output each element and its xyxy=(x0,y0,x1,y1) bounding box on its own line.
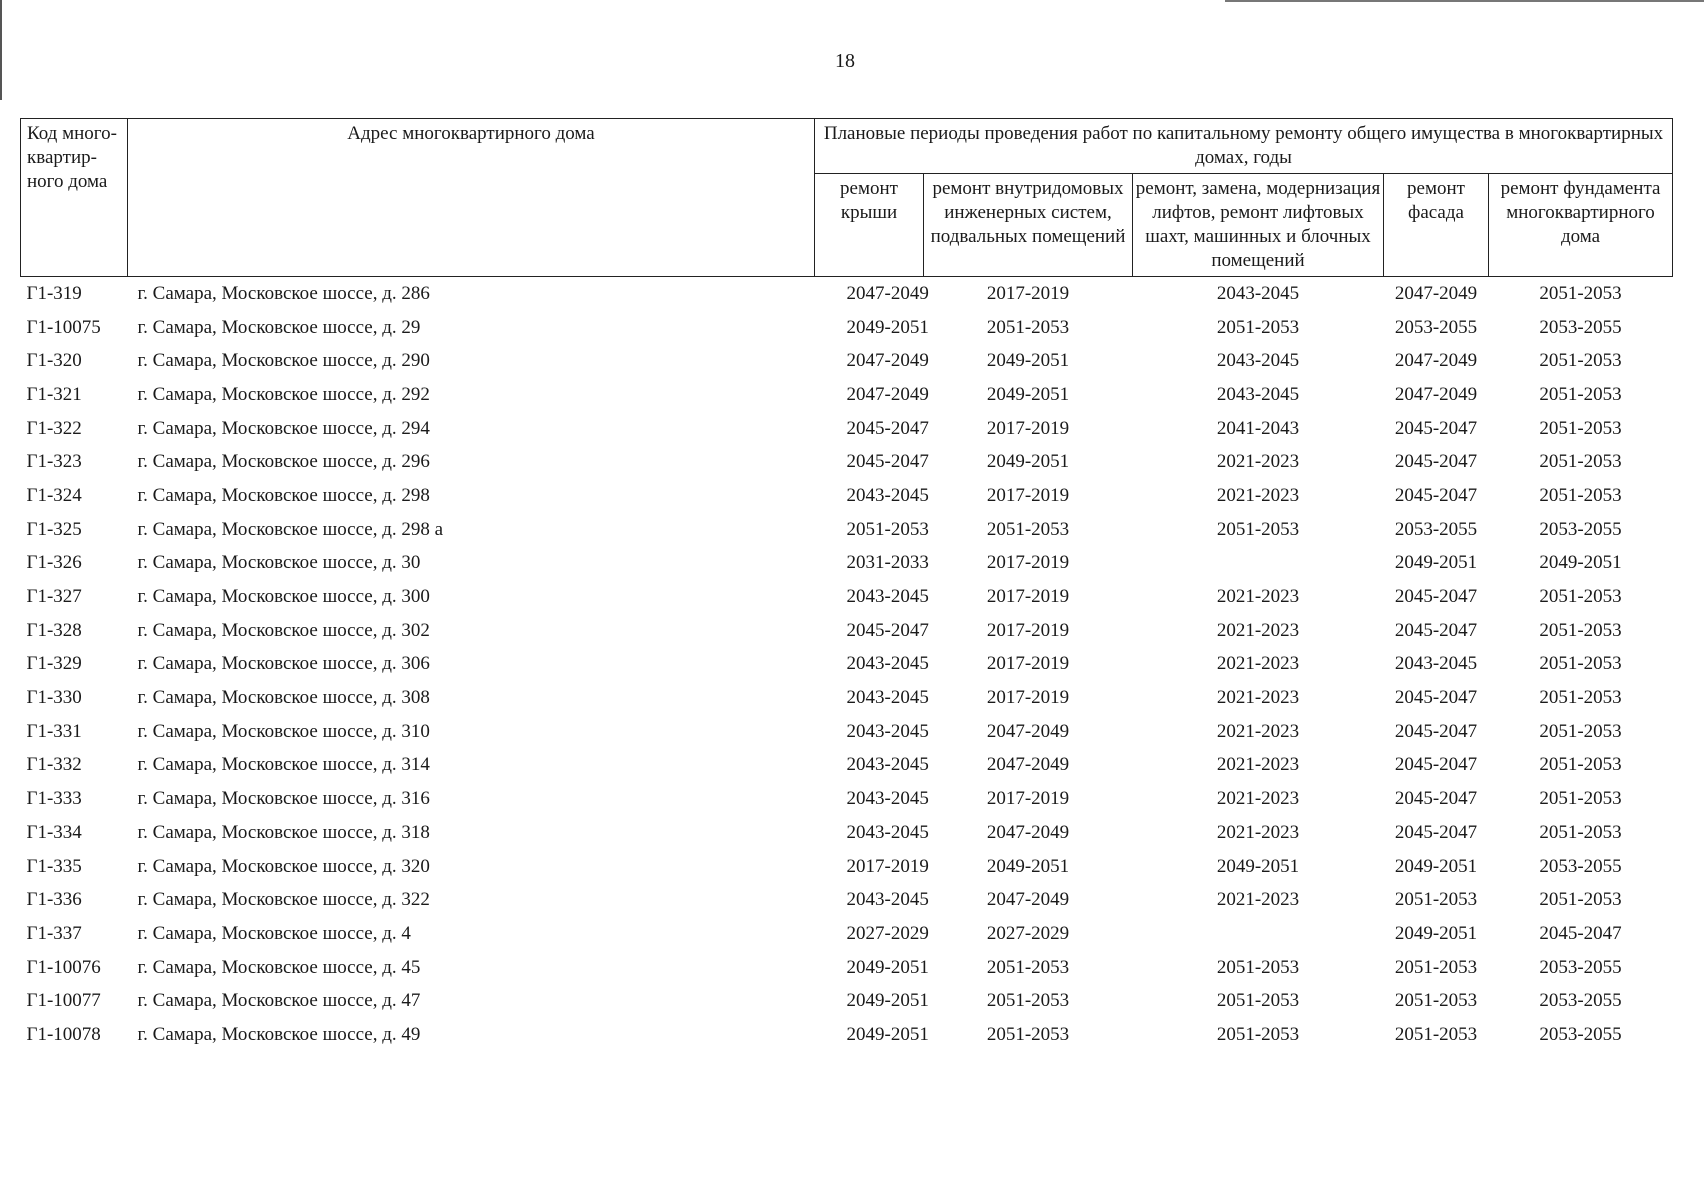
cell-foundation: 2051-2053 xyxy=(1539,383,1622,405)
cell-code: Г1-336 xyxy=(26,889,82,911)
cell-facade: 2045-2047 xyxy=(1394,720,1478,742)
cell-roof: 2047-2049 xyxy=(846,350,929,372)
table-body xyxy=(21,277,1673,1052)
cell-elevators: 2051-2053 xyxy=(1216,990,1300,1012)
cell-roof: 2047-2049 xyxy=(846,282,929,304)
cell-facade: 2045-2047 xyxy=(1394,687,1478,709)
cell-foundation: 2051-2053 xyxy=(1539,821,1622,843)
table-row xyxy=(21,479,1673,513)
cell-engineering: 2047-2049 xyxy=(986,754,1070,776)
table-header xyxy=(21,119,1673,277)
cell-elevators: 2021-2023 xyxy=(1216,451,1300,473)
cell-engineering: 2017-2019 xyxy=(986,484,1070,506)
cell-code: Г1-323 xyxy=(26,451,82,473)
cell-address: г. Самара, Московское шоссе, д. 29 xyxy=(137,316,421,338)
cell-roof: 2043-2045 xyxy=(846,889,929,911)
table-row xyxy=(21,984,1673,1018)
cell-engineering: 2051-2053 xyxy=(986,1023,1070,1045)
table-row xyxy=(21,311,1673,345)
cell-elevators: 2021-2023 xyxy=(1216,754,1300,776)
cell-elevators: 2021-2023 xyxy=(1216,586,1300,608)
cell-engineering: 2051-2053 xyxy=(986,316,1070,338)
cell-facade: 2045-2047 xyxy=(1394,619,1478,641)
header-engineering: ремонт внутридомовых инженерных систем, подвальных помещений xyxy=(924,174,1133,277)
cell-address: г. Самара, Московское шоссе, д. 302 xyxy=(137,619,430,641)
cell-address: г. Самара, Московское шоссе, д. 292 xyxy=(137,383,430,405)
cell-engineering: 2017-2019 xyxy=(986,586,1070,608)
cell-address: г. Самара, Московское шоссе, д. 45 xyxy=(137,956,421,978)
cell-roof: 2043-2045 xyxy=(846,687,929,709)
cell-engineering: 2051-2053 xyxy=(986,518,1070,540)
cell-engineering: 2047-2049 xyxy=(986,889,1070,911)
cell-roof: 2043-2045 xyxy=(846,754,929,776)
cell-engineering: 2017-2019 xyxy=(986,619,1070,641)
cell-foundation: 2053-2055 xyxy=(1539,990,1622,1012)
table-row xyxy=(21,614,1673,648)
cell-code: Г1-332 xyxy=(26,754,82,776)
cell-facade: 2047-2049 xyxy=(1394,350,1478,372)
cell-facade: 2045-2047 xyxy=(1394,484,1478,506)
cell-code: Г1-324 xyxy=(26,484,82,506)
cell-foundation: 2053-2055 xyxy=(1539,316,1622,338)
table-row xyxy=(21,1018,1673,1052)
cell-code: Г1-325 xyxy=(26,518,82,540)
cell-code: Г1-320 xyxy=(26,350,82,372)
cell-roof: 2017-2019 xyxy=(846,855,929,877)
cell-foundation: 2051-2053 xyxy=(1539,720,1622,742)
cell-engineering: 2017-2019 xyxy=(986,282,1070,304)
cell-code: Г1-10077 xyxy=(26,990,101,1012)
cell-engineering: 2049-2051 xyxy=(986,451,1070,473)
cell-facade: 2049-2051 xyxy=(1394,855,1478,877)
cell-elevators: 2021-2023 xyxy=(1216,889,1300,911)
cell-code: Г1-335 xyxy=(26,855,82,877)
scan-edge-left xyxy=(0,0,2,100)
cell-engineering: 2049-2051 xyxy=(986,383,1070,405)
cell-elevators: 2021-2023 xyxy=(1216,720,1300,742)
cell-facade: 2045-2047 xyxy=(1394,451,1478,473)
header-foundation: ремонт фундамента многоквартирного дома xyxy=(1489,174,1673,277)
cell-engineering: 2017-2019 xyxy=(986,552,1070,574)
cell-address: г. Самара, Московское шоссе, д. 308 xyxy=(137,687,430,709)
cell-foundation: 2051-2053 xyxy=(1539,282,1622,304)
cell-foundation: 2051-2053 xyxy=(1539,451,1622,473)
cell-roof: 2045-2047 xyxy=(846,619,929,641)
cell-engineering: 2017-2019 xyxy=(986,417,1070,439)
cell-roof: 2049-2051 xyxy=(846,990,929,1012)
cell-engineering: 2047-2049 xyxy=(986,821,1070,843)
table-row xyxy=(21,277,1673,311)
cell-address: г. Самара, Московское шоссе, д. 286 xyxy=(137,282,430,304)
cell-elevators: 2043-2045 xyxy=(1216,282,1300,304)
cell-foundation: 2045-2047 xyxy=(1539,922,1622,944)
cell-engineering: 2049-2051 xyxy=(986,855,1070,877)
cell-facade: 2045-2047 xyxy=(1394,821,1478,843)
cell-address: г. Самара, Московское шоссе, д. 294 xyxy=(137,417,430,439)
table-row xyxy=(21,445,1673,479)
cell-facade: 2051-2053 xyxy=(1394,1023,1478,1045)
cell-roof: 2051-2053 xyxy=(846,518,929,540)
table-row xyxy=(21,344,1673,378)
cell-foundation: 2051-2053 xyxy=(1539,350,1622,372)
header-elevators: ремонт, замена, модернизация лифтов, ремонт лифтовых шахт, машинных и блочных помещений xyxy=(1133,174,1384,277)
cell-foundation: 2051-2053 xyxy=(1539,484,1622,506)
cell-roof: 2045-2047 xyxy=(846,451,929,473)
table-row xyxy=(21,749,1673,783)
cell-facade: 2053-2055 xyxy=(1394,316,1478,338)
cell-engineering: 2051-2053 xyxy=(986,956,1070,978)
cell-roof: 2043-2045 xyxy=(846,586,929,608)
cell-roof: 2049-2051 xyxy=(846,1023,929,1045)
cell-roof: 2043-2045 xyxy=(846,788,929,810)
cell-foundation: 2053-2055 xyxy=(1539,855,1622,877)
cell-foundation: 2049-2051 xyxy=(1539,552,1622,574)
cell-elevators: 2043-2045 xyxy=(1216,383,1300,405)
table-row xyxy=(21,547,1673,581)
cell-facade: 2047-2049 xyxy=(1394,383,1478,405)
cell-facade: 2045-2047 xyxy=(1394,417,1478,439)
header-roof: ремонт крыши xyxy=(815,174,924,277)
cell-roof: 2043-2045 xyxy=(846,821,929,843)
cell-foundation: 2053-2055 xyxy=(1539,1023,1622,1045)
cell-elevators xyxy=(1133,917,1384,951)
table-row xyxy=(21,951,1673,985)
table-row xyxy=(21,648,1673,682)
table-row xyxy=(21,513,1673,547)
cell-address: г. Самара, Московское шоссе, д. 318 xyxy=(137,821,430,843)
table-row xyxy=(21,580,1673,614)
cell-facade: 2051-2053 xyxy=(1394,889,1478,911)
cell-address: г. Самара, Московское шоссе, д. 30 xyxy=(137,552,421,574)
cell-code: Г1-10078 xyxy=(26,1023,101,1045)
table-row xyxy=(21,816,1673,850)
header-facade: ремонт фасада xyxy=(1384,174,1489,277)
header-address: Адрес многоквартирного дома xyxy=(128,119,815,277)
cell-code: Г1-326 xyxy=(26,552,82,574)
cell-roof: 2047-2049 xyxy=(846,383,929,405)
cell-code: Г1-10076 xyxy=(26,956,101,978)
cell-code: Г1-330 xyxy=(26,687,82,709)
cell-elevators: 2041-2043 xyxy=(1216,417,1300,439)
cell-roof: 2043-2045 xyxy=(846,484,929,506)
cell-foundation: 2051-2053 xyxy=(1539,619,1622,641)
repair-schedule-table xyxy=(20,118,1673,1052)
cell-address: г. Самара, Московское шоссе, д. 314 xyxy=(137,754,430,776)
cell-facade: 2047-2049 xyxy=(1394,282,1478,304)
cell-roof: 2043-2045 xyxy=(846,720,929,742)
cell-address: г. Самара, Московское шоссе, д. 290 xyxy=(137,350,430,372)
table-row xyxy=(21,850,1673,884)
cell-elevators: 2051-2053 xyxy=(1216,956,1300,978)
cell-engineering: 2017-2019 xyxy=(986,687,1070,709)
cell-code: Г1-319 xyxy=(26,282,82,304)
cell-code: Г1-331 xyxy=(26,720,82,742)
header-code: Код много-квартир-ного дома xyxy=(21,119,128,277)
scan-edge-top xyxy=(1225,0,1704,2)
cell-code: Г1-334 xyxy=(26,821,82,843)
cell-elevators: 2051-2053 xyxy=(1216,518,1300,540)
cell-elevators: 2021-2023 xyxy=(1216,687,1300,709)
cell-roof: 2049-2051 xyxy=(846,956,929,978)
cell-code: Г1-329 xyxy=(26,653,82,675)
cell-address: г. Самара, Московское шоссе, д. 300 xyxy=(137,586,430,608)
cell-elevators: 2051-2053 xyxy=(1216,1023,1300,1045)
cell-address: г. Самара, Московское шоссе, д. 310 xyxy=(137,720,430,742)
cell-facade: 2045-2047 xyxy=(1394,754,1478,776)
cell-engineering: 2017-2019 xyxy=(986,653,1070,675)
cell-engineering: 2017-2019 xyxy=(986,788,1070,810)
cell-code: Г1-321 xyxy=(26,383,82,405)
cell-address: г. Самара, Московское шоссе, д. 47 xyxy=(137,990,421,1012)
page-number: 18 xyxy=(835,50,855,72)
table-row xyxy=(21,917,1673,951)
table-row xyxy=(21,782,1673,816)
cell-foundation: 2053-2055 xyxy=(1539,518,1622,540)
cell-engineering: 2027-2029 xyxy=(986,922,1070,944)
cell-elevators: 2043-2045 xyxy=(1216,350,1300,372)
cell-elevators: 2049-2051 xyxy=(1216,855,1300,877)
header-periods: Плановые периоды проведения работ по капитальному ремонту общего имущества в многоквартирных домах, годы xyxy=(815,119,1673,174)
cell-code: Г1-10075 xyxy=(26,316,101,338)
cell-address: г. Самара, Московское шоссе, д. 306 xyxy=(137,653,430,675)
cell-roof: 2045-2047 xyxy=(846,417,929,439)
cell-elevators xyxy=(1133,547,1384,581)
cell-facade: 2043-2045 xyxy=(1394,653,1478,675)
cell-roof: 2043-2045 xyxy=(846,653,929,675)
cell-foundation: 2051-2053 xyxy=(1539,417,1622,439)
cell-address: г. Самара, Московское шоссе, д. 4 xyxy=(137,922,411,944)
cell-foundation: 2051-2053 xyxy=(1539,788,1622,810)
cell-foundation: 2051-2053 xyxy=(1539,653,1622,675)
cell-address: г. Самара, Московское шоссе, д. 296 xyxy=(137,451,430,473)
table-row xyxy=(21,883,1673,917)
table-row xyxy=(21,681,1673,715)
cell-foundation: 2051-2053 xyxy=(1539,687,1622,709)
cell-facade: 2045-2047 xyxy=(1394,788,1478,810)
cell-facade: 2053-2055 xyxy=(1394,518,1478,540)
cell-address: г. Самара, Московское шоссе, д. 322 xyxy=(137,889,430,911)
cell-foundation: 2051-2053 xyxy=(1539,754,1622,776)
cell-elevators: 2051-2053 xyxy=(1216,316,1300,338)
cell-facade: 2049-2051 xyxy=(1394,922,1478,944)
cell-facade: 2051-2053 xyxy=(1394,990,1478,1012)
table-row xyxy=(21,378,1673,412)
cell-code: Г1-327 xyxy=(26,586,82,608)
cell-address: г. Самара, Московское шоссе, д. 298 xyxy=(137,484,430,506)
cell-foundation: 2051-2053 xyxy=(1539,889,1622,911)
cell-address: г. Самара, Московское шоссе, д. 316 xyxy=(137,788,430,810)
cell-engineering: 2049-2051 xyxy=(986,350,1070,372)
cell-elevators: 2021-2023 xyxy=(1216,653,1300,675)
cell-foundation: 2053-2055 xyxy=(1539,956,1622,978)
cell-elevators: 2021-2023 xyxy=(1216,821,1300,843)
cell-address: г. Самара, Московское шоссе, д. 49 xyxy=(137,1023,421,1045)
cell-roof: 2031-2033 xyxy=(846,552,929,574)
cell-elevators: 2021-2023 xyxy=(1216,788,1300,810)
cell-elevators: 2021-2023 xyxy=(1216,484,1300,506)
cell-code: Г1-322 xyxy=(26,417,82,439)
table-row xyxy=(21,715,1673,749)
cell-facade: 2051-2053 xyxy=(1394,956,1478,978)
cell-foundation: 2051-2053 xyxy=(1539,586,1622,608)
cell-code: Г1-337 xyxy=(26,922,82,944)
cell-roof: 2049-2051 xyxy=(846,316,929,338)
cell-roof: 2027-2029 xyxy=(846,922,929,944)
cell-address: г. Самара, Московское шоссе, д. 298 а xyxy=(137,518,444,540)
cell-address: г. Самара, Московское шоссе, д. 320 xyxy=(137,855,430,877)
cell-code: Г1-333 xyxy=(26,788,82,810)
cell-facade: 2045-2047 xyxy=(1394,586,1478,608)
cell-facade: 2049-2051 xyxy=(1394,552,1478,574)
cell-code: Г1-328 xyxy=(26,619,82,641)
cell-engineering: 2047-2049 xyxy=(986,720,1070,742)
cell-elevators: 2021-2023 xyxy=(1216,619,1300,641)
cell-engineering: 2051-2053 xyxy=(986,990,1070,1012)
table-row xyxy=(21,412,1673,446)
